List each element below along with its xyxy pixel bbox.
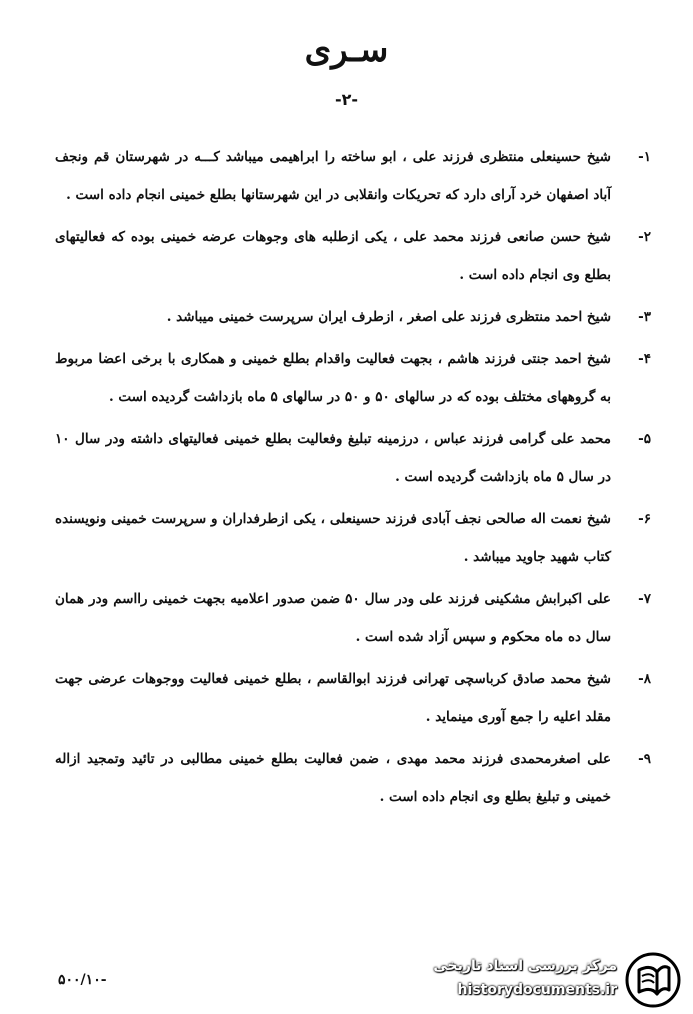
item-number: ۷- [638,591,651,607]
item-list [55,138,651,820]
classification-title: سـرى [304,30,389,70]
item-text: علی اصغرمحمدی فرزند محمد مهدی ، ضمن فعالیت بطلع خمینی مطالبی در تائید وتمجید ازاله خمینی و تبلیغ بطلع وی انجام داده است . [55,751,611,805]
list-item [55,500,651,576]
book-logo-icon [625,952,681,1008]
item-number: ۱- [638,149,651,165]
item-text: شیخ حسینعلی منتظری فرزند علی ، ابو ساخته را ابراهیمی میباشد کـــه در شهرستان قم ونجف آباد اصفهان خرد آرای دارد که تحریکات وانقلابی در این شهرستانها بطلع خمینی انجام داده است . [55,149,611,203]
item-text: شیخ محمد صادق کرباسچی تهرانی فرزند ابوالقاسم ، بطلع خمینی فعالیت ووجوهات عرضی جهت مقلد اعلیه را جمع آوری مینماید . [55,671,611,725]
page-number: -۲- [334,90,359,109]
list-item [55,340,651,416]
item-number: ۹- [638,751,651,767]
watermark [409,952,681,1008]
watermark-url: historydocuments.ir [457,982,617,998]
list-item [55,580,651,656]
watermark-name: مرکز بررسی اسناد تاریخی [433,958,617,974]
item-number: ۳- [638,309,651,325]
item-text: شیخ حسن صانعی فرزند محمد علی ، یکی ازطلبه های وجوهات عرضه خمینی بوده که فعالیتهای بطلع وی انجام داده است . [55,229,611,283]
item-text: شیخ نعمت اله صالحی نجف آبادی فرزند حسینعلی ، یکی ازطرفداران و سرپرست خمینی ونویسنده کتاب شهید جاوید میباشد . [55,511,611,565]
list-item [55,218,651,294]
list-item [55,298,651,336]
item-text: شیخ احمد منتظری فرزند علی اصغر ، ازطرف ایران سرپرست خمینی میباشد . [166,309,611,325]
item-number: ۶- [638,511,651,527]
item-number: ۵- [638,431,651,447]
item-number: ۸- [638,671,651,687]
list-item [55,138,651,214]
list-item [55,660,651,736]
item-number: ۲- [638,229,651,245]
item-text: شیخ احمد جنتی فرزند هاشم ، بجهت فعالیت واقدام بطلع خمینی و همکاری با برخی اعضا مربوط به گروههای مختلف بوده که در سالهای ۵۰ و ۵۰ در سالهای ۵ ماه بازداشت گردیده است . [55,351,611,405]
item-text: علی اکبرابش مشکینی فرزند علی ودر سال ۵۰ ضمن صدور اعلامیه بجهت خمینی رااسم ودر همان سال ده ماه محکوم و سپس آزاد شده است . [55,591,611,645]
list-item [55,740,651,816]
document-reference-number: ۵۰۰/۱۰- [58,972,107,988]
item-text: محمد علی گرامی فرزند عباس ، درزمینه تبلیغ وفعالیت بطلع خمینی فعالیتهای داشته ودر سال ۱۰ در سال ۵ ماه بازداشت گردیده است . [55,431,611,485]
item-number: ۴- [638,351,651,367]
list-item [55,420,651,496]
